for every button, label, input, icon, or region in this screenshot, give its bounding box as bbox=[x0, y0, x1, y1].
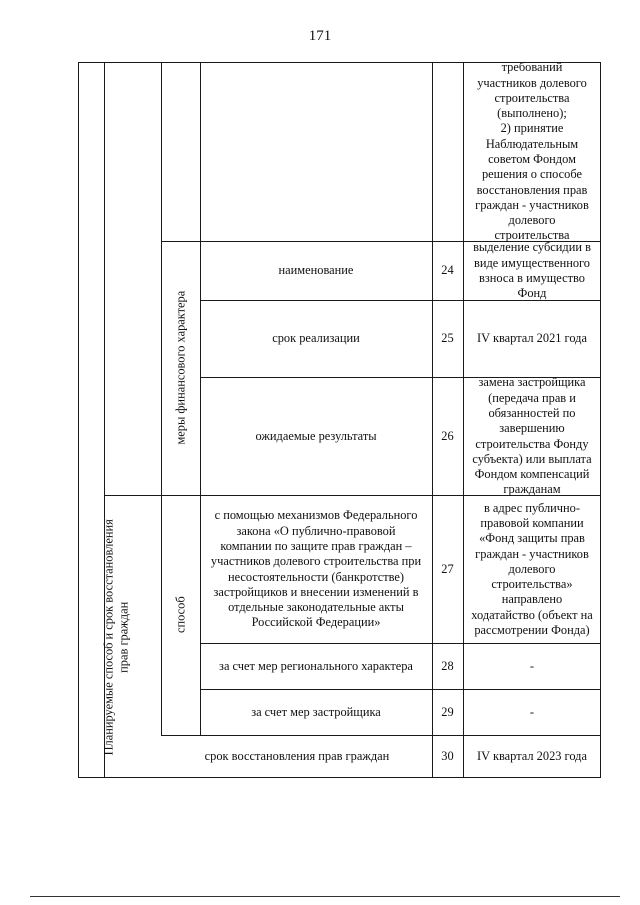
restoration-row-label-27-text-line-4: участников долевого строительства при bbox=[210, 554, 422, 569]
continued-value-line-3: строительства bbox=[494, 90, 570, 105]
restoration-row-label-28-text-line-1: за счет мер регионального характера bbox=[219, 658, 413, 673]
restoration-row-num-29: 29 bbox=[441, 704, 454, 719]
restoration-label bbox=[102, 507, 133, 767]
restoration-row-value-28-text-line-1: - bbox=[529, 658, 535, 673]
financial-row-value-25-text bbox=[477, 331, 587, 346]
restoration-row-label-27-text-line-3: компании по защите прав граждан – bbox=[220, 538, 412, 553]
restoration-row-value-27-text-line-5: долевого bbox=[508, 561, 556, 576]
financial-row-value-26-text-line-3: обязанностей по bbox=[488, 405, 576, 420]
restoration-row-label-28-text bbox=[219, 659, 413, 674]
page-number: 171 bbox=[308, 28, 332, 44]
restoration-row-value-27-text-line-3: «Фонд защиты прав bbox=[479, 531, 585, 546]
financial-row-value-26 bbox=[463, 375, 601, 497]
financial-row-value-26-text-line-4: завершению bbox=[499, 421, 565, 436]
financial-row-value-26-text-line-2: (передача прав и bbox=[488, 390, 576, 405]
continued-value-line-4: (выполнено); bbox=[497, 106, 567, 121]
restoration-label-line-1: Планируемые способ и срок восстановления bbox=[101, 519, 116, 756]
continued-value-text bbox=[475, 60, 589, 244]
table-border-left bbox=[78, 62, 79, 778]
continued-value-line-11: долевого bbox=[508, 213, 556, 228]
restoration-row-value-27 bbox=[463, 496, 601, 643]
restoration-row-label-29 bbox=[200, 690, 432, 735]
restoration-row-label-27 bbox=[200, 496, 432, 643]
continued-value-line-5: 2) принятие bbox=[500, 121, 564, 136]
restoration-row-value-27-text-line-7: направлено bbox=[501, 592, 563, 607]
financial-row-label-26: ожидаемые результаты bbox=[255, 428, 377, 443]
financial-row-value-24-text-line-2: виде имущественного bbox=[473, 255, 591, 270]
restoration-row-value-27-text-line-1: в адрес публично- bbox=[483, 500, 580, 515]
restoration-row-value-27-text-line-6: строительства» bbox=[491, 577, 573, 592]
restoration-row-label-27-text-line-8: Российской Федерации» bbox=[251, 615, 381, 630]
term-row-value: IV квартал 2023 года bbox=[477, 748, 587, 763]
restoration-row-label-28 bbox=[200, 644, 432, 689]
financial-row-num-24: 24 bbox=[441, 263, 454, 278]
restoration-row-label-27-text-line-2: закона «О публично-правовой bbox=[236, 523, 396, 538]
financial-row-value-26-text-line-8: гражданам bbox=[503, 482, 561, 497]
restoration-row-label-27-text-line-6: застройщиков и внесении изменений в bbox=[213, 584, 419, 599]
restoration-label-line-2: прав граждан bbox=[117, 601, 131, 673]
financial-row-value-24 bbox=[463, 242, 601, 300]
financial-row-label-25: срок реализации bbox=[272, 331, 360, 346]
continued-value-line-8: решения о способе bbox=[481, 167, 583, 182]
table-border-bottom bbox=[78, 777, 601, 778]
restoration-row-value-28-text bbox=[530, 659, 534, 674]
continued-value-line-9: восстановления прав bbox=[476, 182, 588, 197]
continued-value-line-2: участников долевого bbox=[477, 75, 587, 90]
financial-row-num-26: 26 bbox=[441, 428, 454, 443]
restoration-row-label-29-text bbox=[251, 705, 381, 720]
restoration-row-value-27-text-line-8: ходатайство (объект на bbox=[471, 607, 593, 622]
restoration-row-label-27-text bbox=[211, 508, 421, 630]
continued-value-line-10: граждан - участников bbox=[475, 197, 589, 212]
financial-row-value-25 bbox=[463, 301, 601, 377]
financial-row-value-26-text-line-6: субъекта) или выплата bbox=[472, 451, 592, 466]
restoration-row-label-27-text-line-7: отдельные законодательные акты bbox=[228, 600, 404, 615]
restoration-row-value-27-text-line-4: граждан - участников bbox=[475, 546, 589, 561]
restoration-row-num-27: 27 bbox=[441, 561, 454, 576]
restoration-row-value-28 bbox=[463, 644, 601, 689]
restoration-row-value-29 bbox=[463, 690, 601, 735]
restoration-row-label-27-text-line-5: несостоятельности (банкротстве) bbox=[227, 569, 405, 584]
method-label: способ bbox=[173, 596, 188, 633]
financial-row-value-24-text bbox=[473, 240, 591, 301]
financial-row-value-26-text-line-7: Фондом компенсаций bbox=[474, 467, 590, 482]
continued-value-line-12: строительства bbox=[494, 228, 570, 243]
continued-value-line-1: требований bbox=[501, 60, 563, 75]
financial-row-value-26-text-line-1: замена застройщика bbox=[478, 375, 586, 390]
financial-row-value-25-text-line-1: IV квартал 2021 года bbox=[477, 331, 587, 346]
restoration-row-value-27-text-line-2: правовой компании bbox=[480, 515, 584, 530]
financial-row-value-24-text-line-4: Фонд bbox=[517, 286, 547, 301]
restoration-row-value-27-text-line-9: рассмотрении Фонда) bbox=[474, 623, 590, 638]
continued-value-line-7: советом Фондом bbox=[488, 152, 576, 166]
restoration-row-num-28: 28 bbox=[441, 658, 454, 673]
restoration-row-label-27-text-line-1: с помощью механизмов Федерального bbox=[214, 508, 418, 523]
continued-value-line-6: Наблюдательным bbox=[485, 136, 579, 151]
financial-measures-label: меры финансового характера bbox=[173, 290, 188, 445]
page-bottom-rule bbox=[30, 896, 620, 897]
term-row-num: 30 bbox=[441, 748, 454, 763]
continued-value bbox=[463, 60, 601, 243]
restoration-row-value-27-text bbox=[471, 501, 592, 639]
financial-row-value-26-text bbox=[472, 375, 591, 497]
financial-row-value-24-text-line-1: выделение субсидии в bbox=[473, 240, 591, 255]
financial-row-num-25: 25 bbox=[441, 331, 454, 346]
financial-row-label-24: наименование bbox=[278, 263, 354, 278]
restoration-row-label-29-text-line-1: за счет мер застройщика bbox=[251, 704, 381, 719]
financial-row-value-26-text-line-5: строительства Фонду bbox=[475, 436, 589, 451]
restoration-row-value-29-text-line-1: - bbox=[529, 704, 535, 719]
restoration-row-value-29-text bbox=[530, 705, 534, 720]
financial-row-value-24-text-line-3: взноса в имущество bbox=[479, 271, 585, 285]
col-line-b bbox=[161, 62, 162, 735]
term-row-label: срок восстановления прав граждан bbox=[204, 748, 390, 763]
